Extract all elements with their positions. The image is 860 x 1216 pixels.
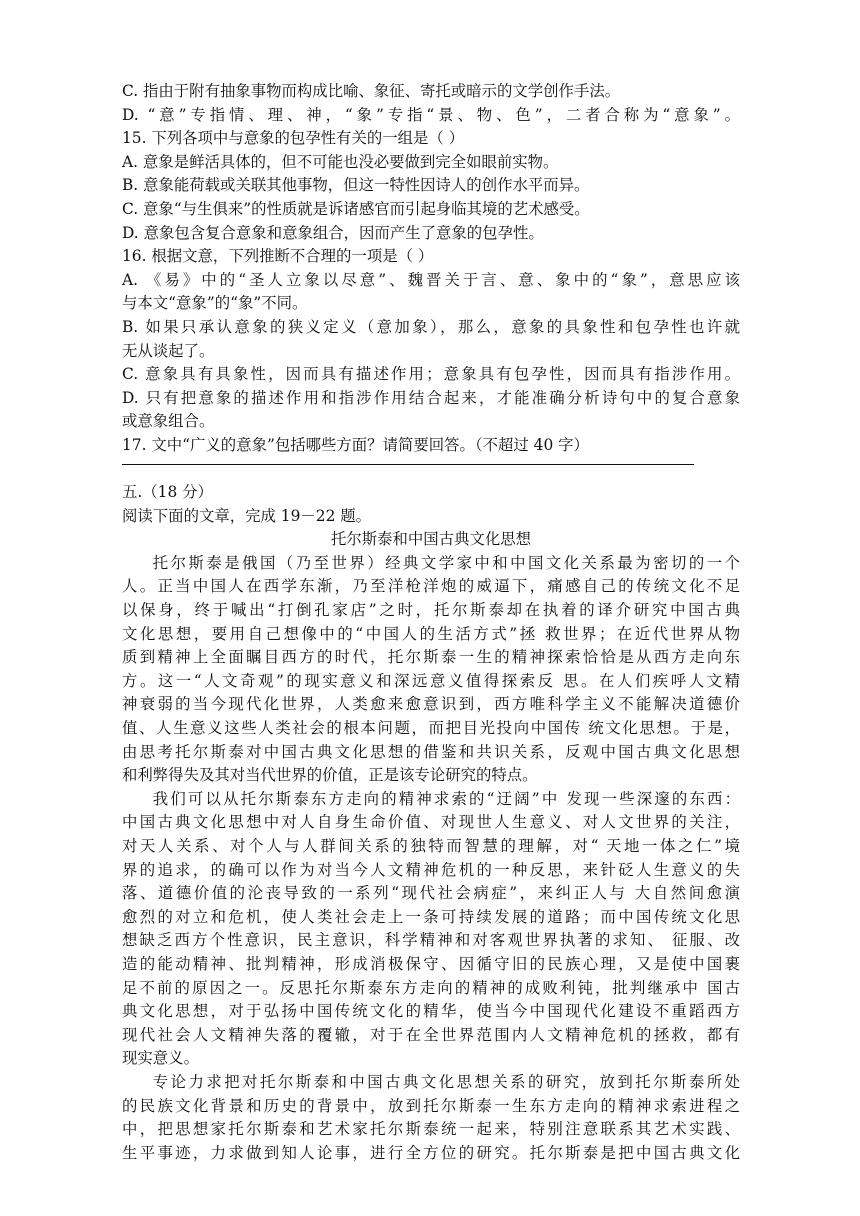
text-line: 现实意义。 <box>122 1049 199 1068</box>
text-line: 中国古典文化思想中对人自身生命价值、对现世人生意义、对人文世界的关注， <box>122 813 740 832</box>
text-line: C. 意象“与生俱来”的性质就是诉诸感官而引起身临其境的艺术感受。 <box>122 199 590 218</box>
text-line: 或意象组合。 <box>122 412 215 431</box>
text-line: 专论力求把对托尔斯泰和中国古典文化思想关系的研究，放到托尔斯泰所处 <box>152 1072 740 1091</box>
text-line <box>122 458 740 482</box>
text-line: 对天人关系、对个人与人群间关系的独特而智慧的理解，对“ 天地一体之仁”境 <box>122 837 740 855</box>
text-line: 无从谈起了。 <box>122 341 215 360</box>
text-line: 15. 下列各项中与意象的包孕性有关的一组是（ ） <box>122 129 465 148</box>
text-line: 16. 根据文意，下列推断不合理的一项是（ ） <box>122 247 434 266</box>
text-line: 神衰弱的当今现代化世界，人类愈来愈意识到，西方唯科学主义不能解决道德价 <box>122 695 740 714</box>
text-line: 阅读下面的文章，完成 19－22 题。 <box>122 506 372 525</box>
text-line: 中，把思想家托尔斯泰和艺术家托尔斯泰统一起来，特别注意联系其艺术实践、 <box>122 1120 740 1139</box>
text-line: D. 只有把意象的描述作用和指涉作用结合起来，才能准确分析诗句中的复合意象 <box>122 388 740 407</box>
text-line: 和利弊得失及其对当代世界的价值，正是该专论研究的特点。 <box>122 766 538 785</box>
text-line: 值、人生意义这些人类社会的根本问题，而把目光投向中国传 统文化思想。于是， <box>122 719 740 738</box>
answer-line <box>122 464 694 465</box>
article-title: 托尔斯泰和中国古典文化思想 <box>330 530 532 549</box>
text-line: A. 《易》中的“圣人立象以尽意”、魏晋关于言、意、象中的“象”，意思应该 <box>122 270 740 289</box>
text-line: 典文化思想，对于弘扬中国传统文化的精华，使当今中国现代化建设不重蹈西方 <box>122 1002 740 1021</box>
text-line: B. 意象能荷载或关联其他事物，但这一特性因诗人的创作水平而异。 <box>122 176 590 195</box>
text-column <box>122 80 740 1165</box>
text-line: 想缺乏西方个性意识，民主意识，科学精神和对客观世界执著的求知、 征服、改 <box>122 931 740 950</box>
text-line: 落、道德价值的沦丧导致的一系列“现代社会病症”，来纠正人与 大自然间愈演 <box>122 884 740 903</box>
text-line: A. 意象是鲜活具体的，但不可能也没必要做到完全如眼前实物。 <box>122 152 559 171</box>
text-line: 愈烈的对立和危机，使人类社会走上一条可持续发展的道路；而中国传统文化思 <box>122 907 740 926</box>
text-line: 以保身，终于喊出“打倒孔家店”之时，托尔斯泰却在执着的译介研究中国古典 <box>122 601 740 620</box>
text-line: 生平事迹，力求做到知人论事，进行全方位的研究。托尔斯泰是把中国古典文化 <box>122 1143 740 1162</box>
text-line: C. 意象具有具象性，因而具有描述作用；意象具有包孕性，因而具有指涉作用。 <box>122 365 740 384</box>
text-line: 人。正当中国人在西学东渐，乃至洋枪洋炮的威逼下，痛感自己的传统文化不足 <box>122 577 740 596</box>
text-line: 造的能动精神、批判精神，形成消极保守、因循守旧的民族心理，又是使中国裹 <box>122 954 740 973</box>
text-line: 由思考托尔斯泰对中国古典文化思想的借鉴和共识关系，反观中国古典文化思想 <box>122 742 740 761</box>
text-line: 与本文“意象”的“象”不同。 <box>122 294 308 313</box>
text-line: D. 意象包含复合意象和意象组合，因而产生了意象的包孕性。 <box>122 223 544 242</box>
text-line: 质到精神上全面瞩目西方的时代，托尔斯泰一生的精神探索恰恰是从西方走向东 <box>122 648 740 667</box>
text-line: 现代社会人文精神失落的覆辙，对于在全世界范围内人文精神危机的拯救，都有 <box>122 1025 740 1044</box>
text-line: C. 指由于附有抽象事物而构成比喻、象征、寄托或暗示的文学创作手法。 <box>122 82 621 100</box>
text-line: 足不前的原因之一。反思托尔斯泰东方走向的精神的成败利钝，批判继承中 国古 <box>122 978 740 997</box>
text-line: 的民族文化背景和历史的背景中，放到托尔斯泰一生东方走向的精神求索进程之 <box>122 1096 740 1115</box>
text-line: 文化思想，要用自己想像中的“中国人的生活方式”拯 救世界；在近代世界从物 <box>122 624 740 643</box>
text-line: 托尔斯泰是俄国（乃至世界）经典文学家中和中国文化关系最为密切的一个 <box>152 553 740 572</box>
text-line: D. “意”专指情、理、神，“象”专指“景、物、色”，二者合称为“意象”。 <box>122 105 740 124</box>
text-line: 界的追求，的确可以作为对当今人文精神危机的一种反思，来针砭人生意义的失 <box>122 860 740 879</box>
text-line: 我们可以从托尔斯泰东方走向的精神求索的“迂阔”中 发现一些深邃的东西： <box>152 789 740 808</box>
text-line: B. 如果只承认意象的狭义定义（意加象），那么，意象的具象性和包孕性也许就 <box>122 317 740 336</box>
text-line: 17. 文中“广义的意象”包括哪些方面？请简要回答。（不超过 40 字） <box>122 435 589 454</box>
text-line: 方。这一“人文奇观”的现实意义和深远意义值得探索反 思。在人们疾呼人文精 <box>122 671 740 690</box>
text-line: 五.（18 分） <box>122 483 213 502</box>
